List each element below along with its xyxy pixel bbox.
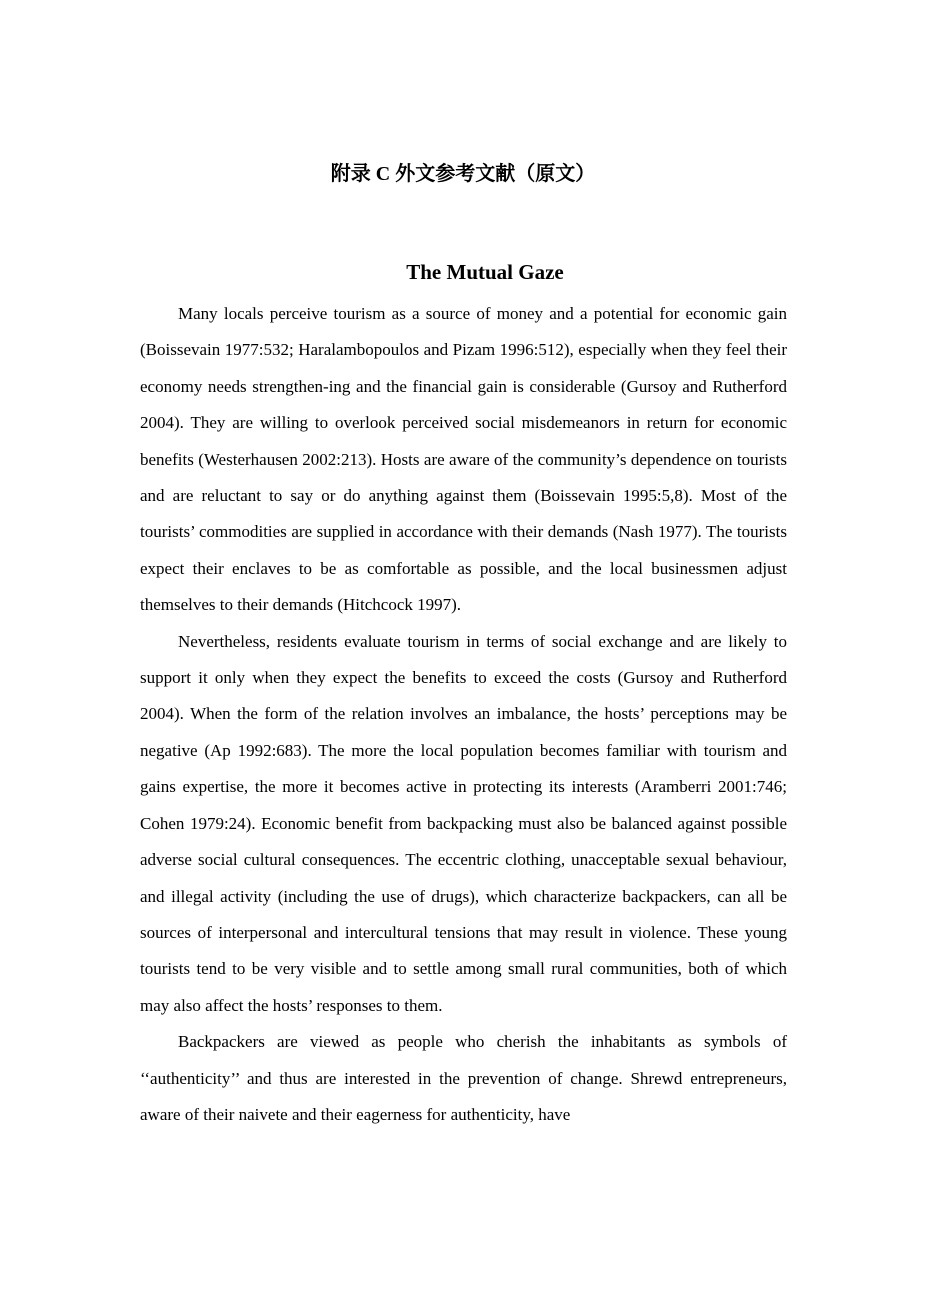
body-paragraph-2: Nevertheless, residents evaluate tourism in terms of social exchange and are likely to support it only when they expect the benefits to exceed the costs (Gursoy and Rutherford 2004). When the form of the relation involves an imbalance, the hosts’ perceptions may be negative (Ap 1992:683). The more the local population becomes familiar with tourism and gains expertise, the more it becomes active in protecting its interests (Aramberri 2001:746; Cohen 1979:24). Economic benefit from backpacking must also be balanced against possible adverse social cultural consequences. The eccentric clothing, unacceptable sexual behaviour, and illegal activity (including the use of drugs), which characterize backpackers, can all be sources of interpersonal and intercultural tensions that may result in violence. These young tourists tend to be very visible and to settle among small rural communities, both of which may also affect the hosts’ responses to them. [140, 631, 787, 1015]
body-paragraph-1: Many locals perceive tourism as a source of money and a potential for economic gain (Boissevain 1977:532; Haralambopoulos and Pizam 1996:512), especially when they feel their economy needs strengthen-ing and the financial gain is considerable (Gursoy and Rutherford 2004). They are willing to overlook perceived social misdemeanors in return for economic benefits (Westerhausen 2002:213). Hosts are aware of the community’s dependence on tourists and are reluctant to say or do anything against them (Boissevain 1995:5,8). Most of the tourists’ commodities are supplied in accordance with their demands (Nash 1977). The tourists expect their enclaves to be as comfortable as possible, and the local businessmen adjust themselves to their demands (Hitchcock 1997). [140, 304, 787, 615]
article-body [140, 296, 787, 1133]
appendix-heading: 附录 C 外文参考文献（原文） [330, 163, 596, 185]
body-paragraph-3: Backpackers are viewed as people who cherish the inhabitants as symbols of ‘‘authenticity’’ and thus are interested in the prevention of change. Shrewd entrepreneurs, aware of their naivete and their eagerness for authenticity, have [140, 1032, 787, 1124]
article-title: The Mutual Gaze [406, 260, 564, 284]
